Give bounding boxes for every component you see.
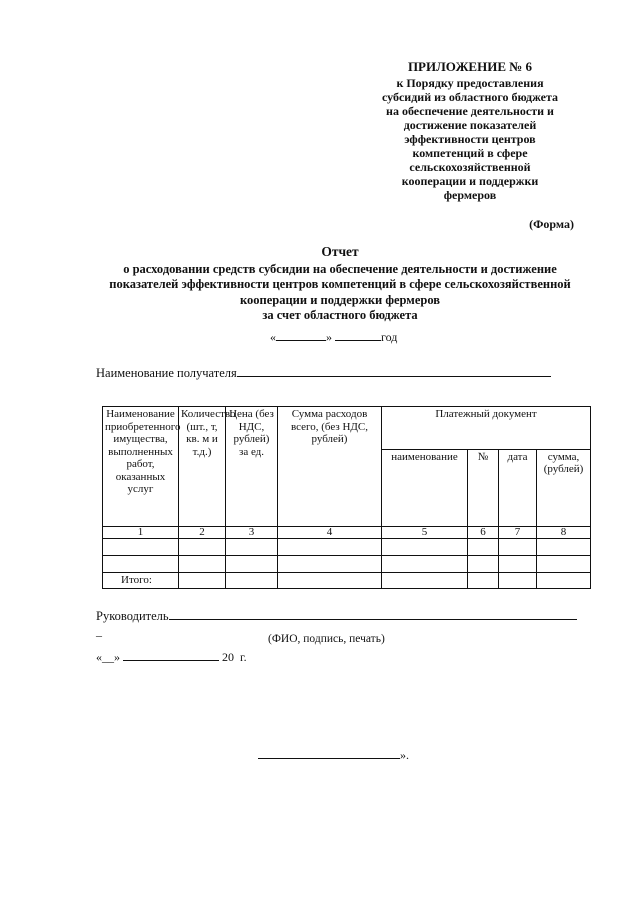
column-number-row	[103, 527, 591, 539]
table-cell[interactable]	[278, 556, 382, 573]
recipient-label: Наименование получателя	[96, 366, 237, 380]
column-number: 2	[179, 527, 226, 539]
column-number: 5	[382, 527, 468, 539]
table-cell[interactable]	[499, 573, 537, 589]
table-cell[interactable]	[468, 556, 499, 573]
dash-mark: –	[96, 628, 102, 642]
date-year: 20	[222, 650, 234, 664]
table-cell[interactable]	[468, 539, 499, 556]
table-cell[interactable]	[278, 573, 382, 589]
closing-quote: ».	[400, 748, 409, 762]
table-cell[interactable]	[382, 539, 468, 556]
subheader-cell: наименование	[382, 449, 468, 526]
date-suffix: г.	[240, 650, 247, 664]
header-cell: Цена (без НДС, рублей) за ед.	[226, 407, 278, 527]
recipient-row	[96, 366, 551, 381]
appendix-line: компетенций в сфере	[412, 146, 528, 160]
report-title-line: о расходовании средств субсидии на обеспечение деятельности и достижение	[123, 261, 557, 276]
table-cell[interactable]	[278, 539, 382, 556]
head-signature-field[interactable]	[169, 619, 577, 620]
appendix-line: кооперации и поддержки	[401, 174, 539, 188]
table-cell[interactable]	[537, 573, 591, 589]
date-day-field[interactable]: __	[102, 650, 114, 664]
period-year-field[interactable]	[335, 340, 381, 341]
table-cell[interactable]	[226, 539, 278, 556]
form-label: (Форма)	[529, 217, 574, 231]
head-signature-row	[96, 609, 577, 624]
header-cell: Наименование приобретенного имущества, выполненных работ, оказанных услуг	[103, 407, 179, 527]
column-number: 1	[103, 527, 179, 539]
head-label: Руководитель	[96, 609, 169, 623]
table-cell[interactable]	[382, 573, 468, 589]
date-quote-open: «	[96, 650, 102, 664]
date-month-field[interactable]	[123, 660, 219, 661]
report-title-line: показателей эффективности центров компетенций в сфере сельскохозяйственной	[109, 277, 571, 291]
appendix-line: достижение показателей	[403, 118, 537, 132]
expense-table	[102, 406, 591, 589]
table-cell[interactable]	[537, 556, 591, 573]
fio-note: (ФИО, подпись, печать)	[268, 633, 385, 645]
report-title-line: за счет областного бюджета	[262, 308, 418, 322]
table-cell[interactable]	[468, 573, 499, 589]
report-heading	[80, 244, 600, 324]
appendix-block	[345, 60, 595, 202]
closing-field[interactable]	[258, 758, 400, 759]
subheader-cell: сумма, (рублей)	[537, 449, 591, 526]
subheader-cell: дата	[499, 449, 537, 526]
table-cell[interactable]	[537, 539, 591, 556]
table-cell[interactable]	[499, 556, 537, 573]
table-header-row	[103, 407, 591, 450]
period-suffix: год	[381, 330, 398, 344]
appendix-title: ПРИЛОЖЕНИЕ № 6	[407, 59, 533, 74]
table-cell[interactable]	[179, 539, 226, 556]
table-cell[interactable]	[179, 573, 226, 589]
period-quote-close: »	[326, 330, 332, 344]
column-number: 3	[226, 527, 278, 539]
appendix-line: эффективности центров	[404, 132, 536, 146]
table-cell[interactable]	[103, 556, 179, 573]
report-title-line: кооперации и поддержки фермеров	[239, 292, 441, 307]
appendix-line: субсидий из областного бюджета	[381, 90, 559, 104]
table-cell[interactable]	[226, 573, 278, 589]
column-number: 6	[468, 527, 499, 539]
period-quote-open: «	[270, 330, 276, 344]
total-label: Итого:	[103, 573, 179, 589]
table-cell[interactable]	[382, 556, 468, 573]
period-day-field[interactable]	[276, 340, 326, 341]
report-period	[270, 330, 397, 345]
appendix-line: на обеспечение деятельности и	[386, 104, 554, 118]
closing-line	[258, 748, 409, 763]
table-cell[interactable]	[499, 539, 537, 556]
table-cell[interactable]	[226, 556, 278, 573]
signature-date-row	[96, 650, 247, 665]
table-row	[103, 556, 591, 573]
column-number: 8	[537, 527, 591, 539]
table-cell[interactable]	[103, 539, 179, 556]
payment-document-header: Платежный документ	[382, 407, 591, 450]
column-number: 7	[499, 527, 537, 539]
table-row	[103, 539, 591, 556]
column-number: 4	[278, 527, 382, 539]
header-cell: Количество (шт., т, кв. м и т.д.)	[179, 407, 226, 527]
appendix-line: к Порядку предоставления	[396, 76, 544, 90]
appendix-line: сельскохозяйственной	[409, 160, 531, 174]
date-quote-close: »	[114, 650, 120, 664]
total-row	[103, 573, 591, 589]
header-cell: Сумма расходов всего, (без НДС, рублей)	[278, 407, 382, 527]
appendix-line: фермеров	[443, 188, 497, 202]
table-cell[interactable]	[179, 556, 226, 573]
recipient-field[interactable]	[237, 376, 551, 377]
subheader-cell: №	[468, 449, 499, 526]
report-title: Отчет	[321, 244, 359, 259]
